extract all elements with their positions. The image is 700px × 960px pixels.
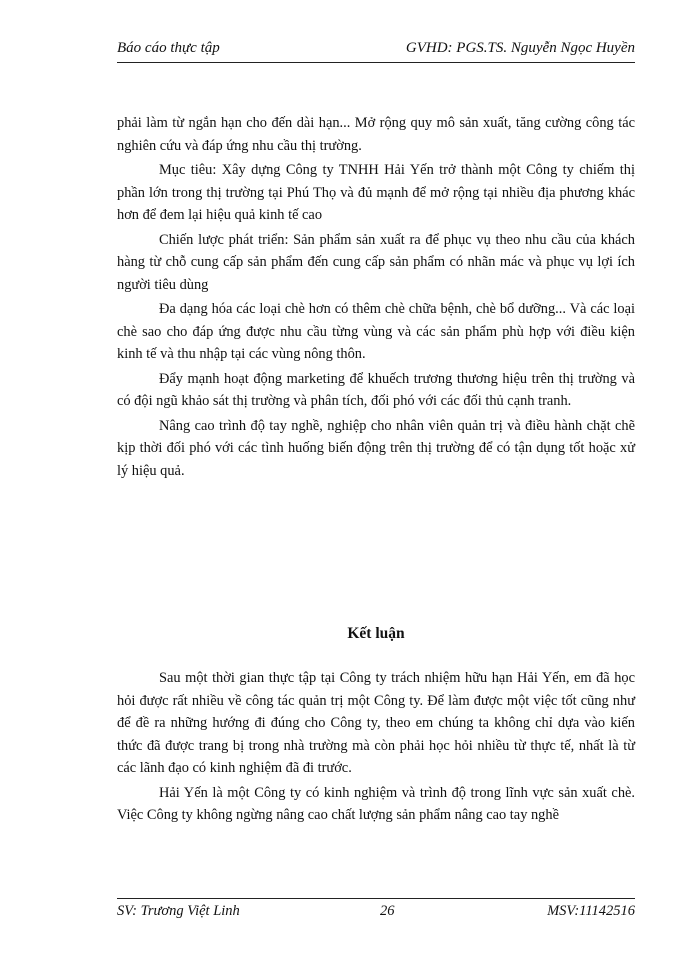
paragraph-diversification: Đa dạng hóa các loại chè hơn có thêm chè chữa bệnh, chè bổ dưỡng... Và các loại chè sao cho đáp ứng được nhu cầu từng vùng và các sản phẩm phù hợp với điều kiện kinh tế và thu nhập tại các vùng nông thôn. <box>117 301 635 362</box>
conclusion-heading: Kết luận <box>347 625 405 642</box>
paragraph-marketing: Đẩy mạnh hoạt động marketing để khuếch trương thương hiệu trên thị trường và có đội ngũ khảo sát thị trường và phân tích, đối phó với các đối thủ cạnh tranh. <box>117 370 635 409</box>
body-text <box>117 112 635 484</box>
header-supervisor: GVHD: PGS.TS. Nguyễn Ngọc Huyền <box>405 40 635 56</box>
footer-student-id: MSV:11142516 <box>547 903 635 919</box>
paragraph-strategy: Chiến lược phát triển: Sản phẩm sản xuất ra để phục vụ theo nhu cầu của khách hàng từ chỗ cung cấp sản phẩm đến cung cấp sản phẩm có nhãn mác và phục vụ lợi ích người tiêu dùng <box>117 231 635 293</box>
paragraph-continuation: phải làm từ ngắn hạn cho đến dài hạn... Mở rộng quy mô sản xuất, tăng cường công tác nghiên cứu và đáp ứng nhu cầu thị trường. <box>117 115 635 154</box>
footer-student-name: SV: Trương Việt Linh <box>117 903 240 919</box>
paragraph-skills: Nâng cao trình độ tay nghề, nghiệp cho nhân viên quản trị và điều hành chặt chẽ kịp thời đối phó với các tình huống biến động trên thị trường để có tận dụng tốt hoặc xử lý hiệu quả. <box>117 417 635 479</box>
paragraph-objective: Mục tiêu: Xây dựng Công ty TNHH Hải Yến trở thành một Công ty chiếm thị phần lớn trong thị trường tại Phú Thọ và đủ mạnh để mở rộng tại nhiều địa phương khác hơn để đem lại hiệu quả kinh tế cao <box>117 162 635 223</box>
page-number: 26 <box>380 903 395 919</box>
conclusion-paragraph-1: Sau một thời gian thực tập tại Công ty trách nhiệm hữu hạn Hải Yến, em đã học hỏi được rất nhiều về công tác quản trị một Công ty. Để làm được một việc tốt cũng như để đề ra những hướng đi đúng cho Công ty, theo em chúng ta không chỉ dựa vào kiến thức đã được trang bị trong nhà trường mà còn phải học hỏi nhiều từ thực tế, nhất là từ các lãnh đạo có kinh nghiệm đã đi trước. <box>117 670 635 776</box>
page-footer <box>117 898 635 923</box>
conclusion-text <box>117 667 635 829</box>
header-report-title: Báo cáo thực tập <box>117 40 220 56</box>
conclusion-paragraph-2: Hải Yến là một Công ty có kinh nghiệm và trình độ trong lĩnh vực sản xuất chè. Việc Công ty không ngừng nâng cao chất lượng sản phẩm nâng cao tay nghề <box>117 784 635 823</box>
page-header <box>117 38 635 63</box>
